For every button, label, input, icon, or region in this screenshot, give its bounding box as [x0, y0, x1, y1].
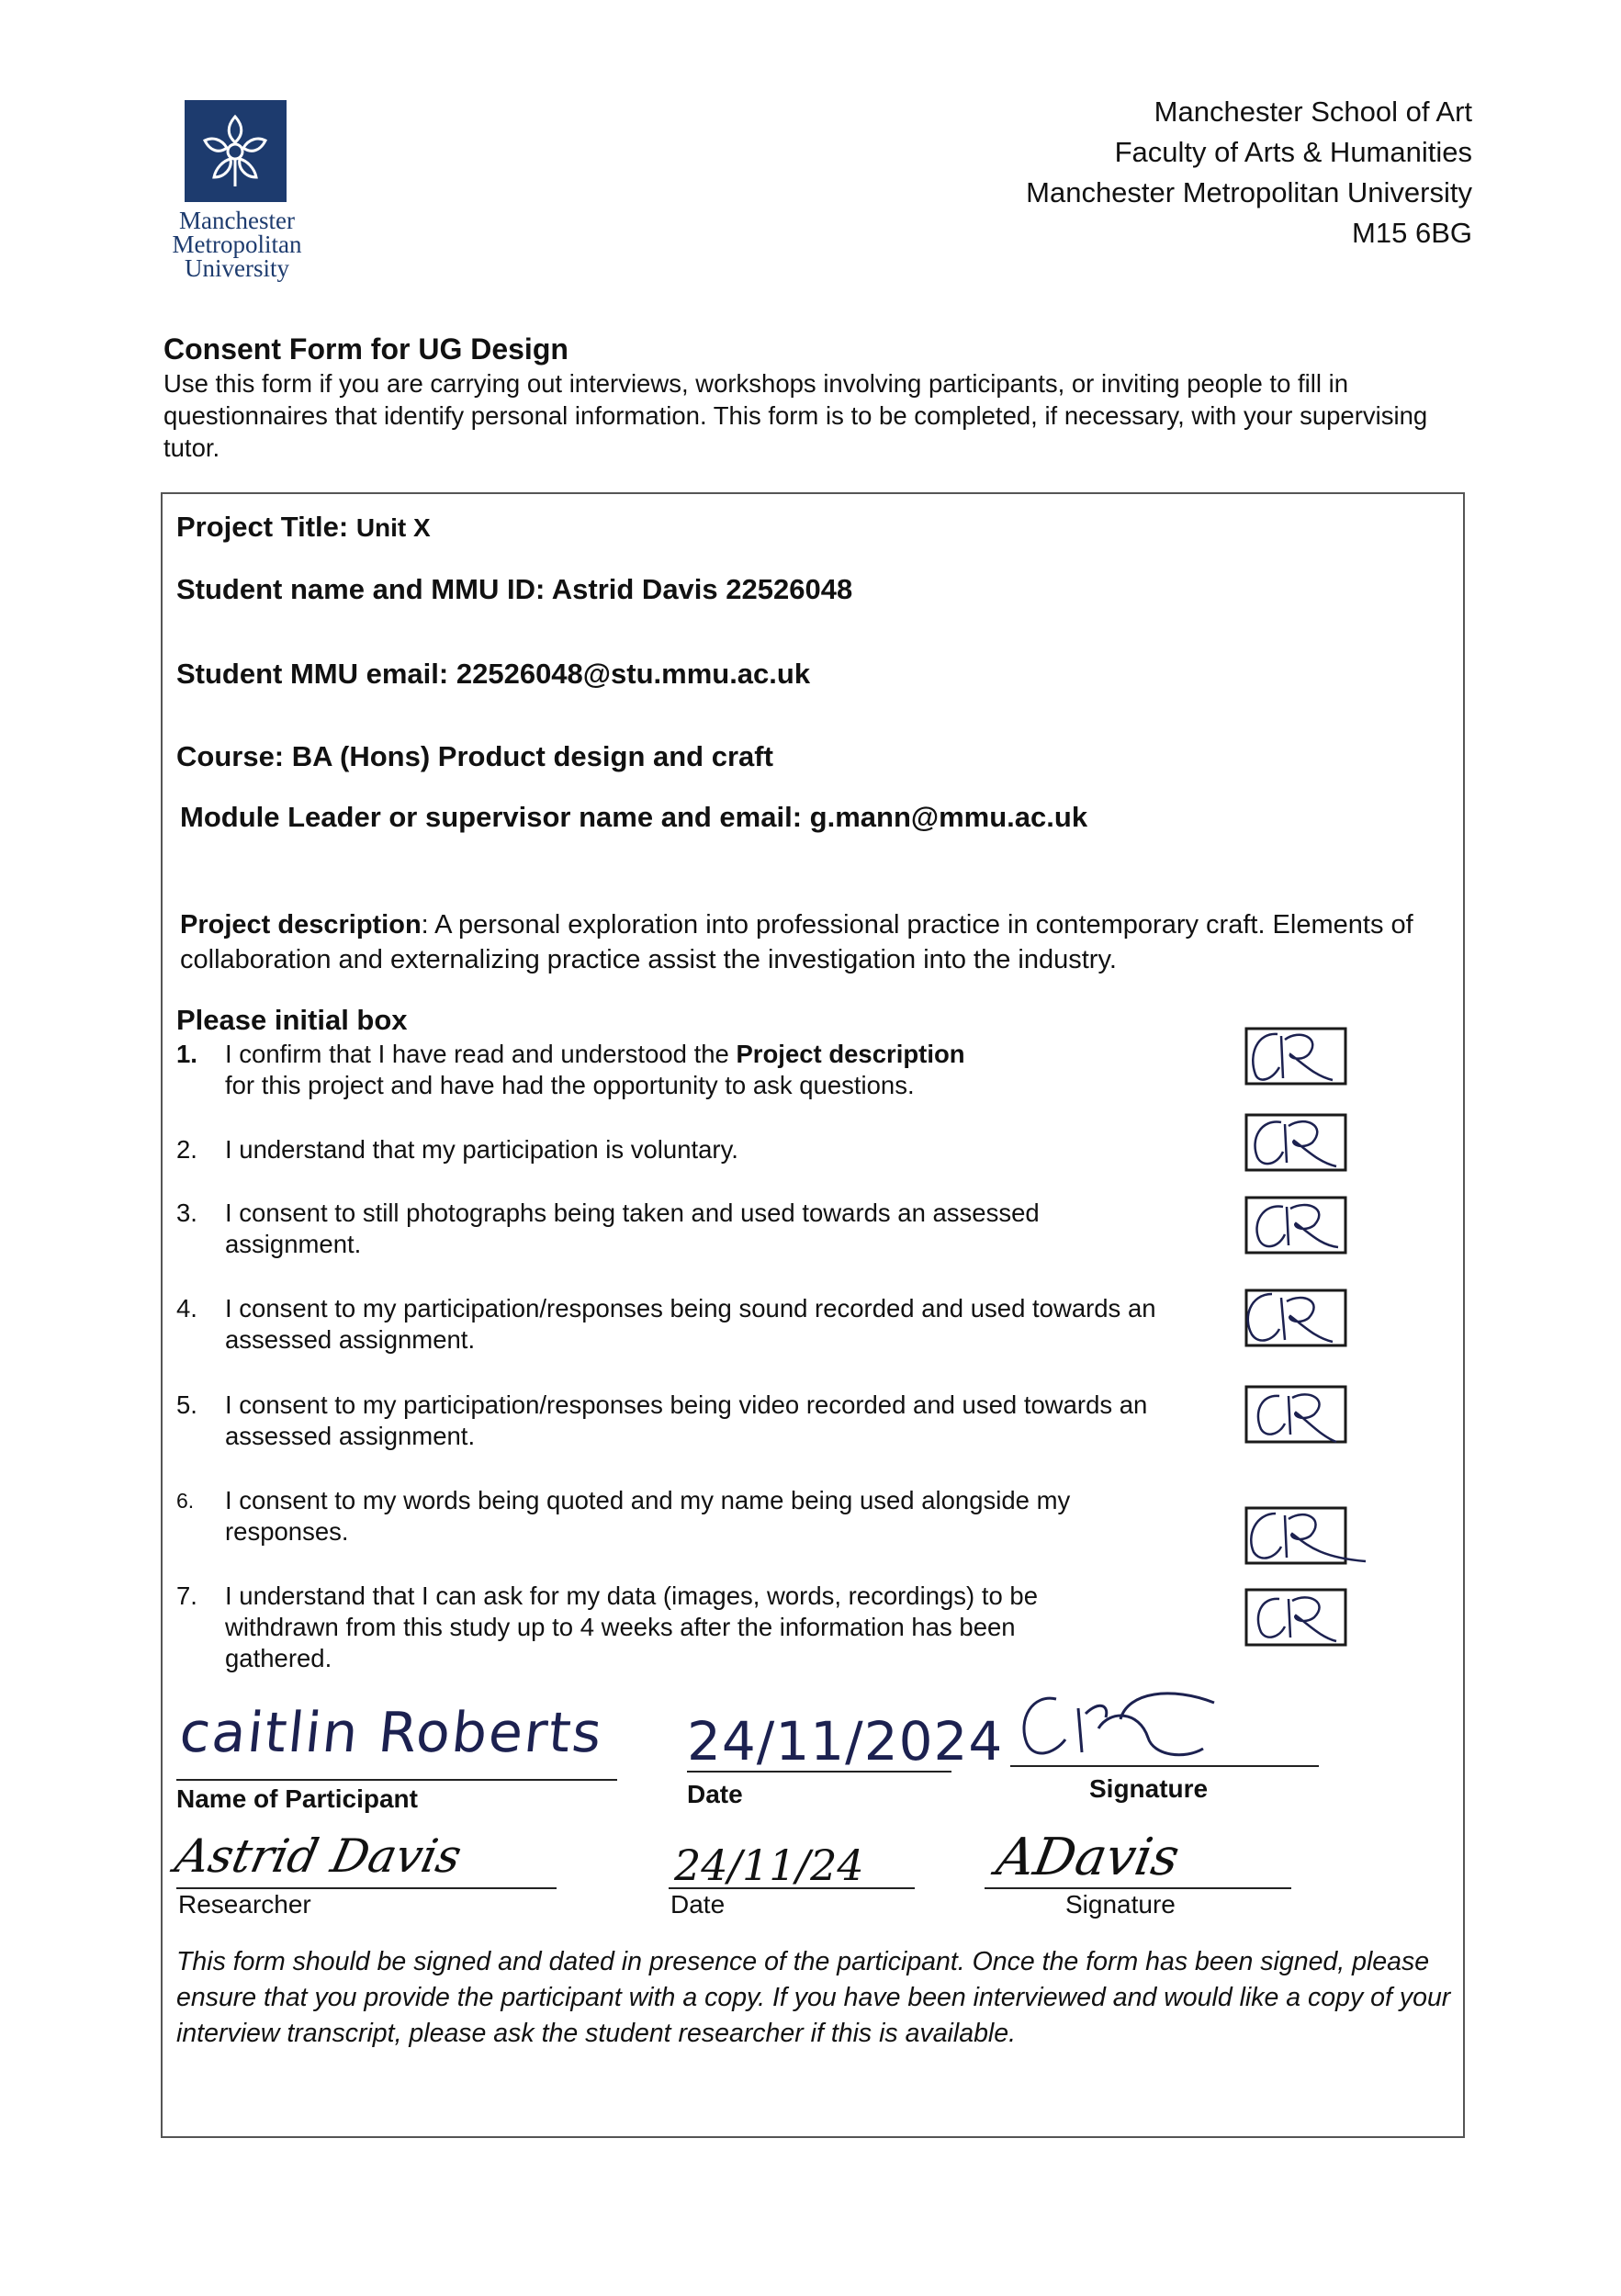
initial-box-5[interactable]: [1244, 1385, 1347, 1444]
email-value: 22526048@stu.mmu.ac.uk: [456, 658, 811, 690]
consent-item-text: I understand that I can ask for my data (images, words, recordings) to be withdrawn from this study up to 4 weeks after the information has been gathered.: [225, 1581, 1039, 1672]
participant-name-line: [176, 1779, 617, 1781]
handwritten-initials-icon: [1244, 1385, 1347, 1444]
consent-item-text: I consent to my words being quoted and my name being used alongside my responses.: [225, 1486, 1071, 1546]
course-value: BA (Hons) Product design and craft: [291, 740, 773, 772]
project-description-label: Project description: [180, 910, 422, 940]
email-label: Student MMU email:: [176, 658, 449, 690]
student-value: Astrid Davis 22526048: [551, 573, 853, 605]
initial-box-1[interactable]: [1244, 1027, 1347, 1086]
researcher-date-handwritten: 24/11/24: [674, 1840, 864, 1890]
project-description: [180, 907, 1457, 977]
email-field: [176, 658, 810, 691]
consent-item-number: 4.: [176, 1294, 197, 1322]
form-title: Consent Form for UG Design: [163, 332, 568, 366]
address-line-1: Manchester School of Art: [1154, 96, 1472, 128]
initial-box-2[interactable]: [1244, 1113, 1347, 1172]
consent-item-number: 6.: [176, 1489, 195, 1513]
logo-line-1: Manchester: [179, 207, 295, 234]
participant-signature-label: Signature: [1089, 1774, 1209, 1803]
consent-item-bold: Project description: [736, 1040, 965, 1068]
researcher-name-line: [176, 1887, 557, 1889]
consent-item-text: I confirm that I have read and understood the: [225, 1040, 737, 1068]
consent-item-number: 2.: [176, 1135, 197, 1164]
course-label: Course:: [176, 740, 285, 772]
researcher-signature-line: [985, 1887, 1291, 1889]
address-line-4: M15 6BG: [1352, 217, 1472, 249]
consent-item-text-2: for this project and have had the opportunity to ask questions.: [225, 1071, 915, 1099]
form-intro: Use this form if you are carrying out interviews, workshops involving participants, or inviting people to fill in questionnaires that identify personal information. This form is to be completed, if necessary, with your supervising tutor.: [163, 369, 1428, 462]
handwritten-initials-icon: [1244, 1506, 1347, 1565]
rose-icon: [185, 100, 287, 202]
participant-date-handwritten: 24/11/2024: [687, 1710, 1004, 1773]
consent-item-4: [176, 1293, 1214, 1356]
participant-date-label: Date: [687, 1780, 743, 1808]
consent-item-1: [176, 1039, 1223, 1101]
initial-box-heading: Please initial box: [176, 1004, 408, 1036]
project-title-field: [176, 511, 431, 544]
supervisor-label: Module Leader or supervisor name and email:: [180, 801, 803, 833]
handwritten-initials-icon: [1244, 1027, 1347, 1086]
consent-item-text: I consent to my participation/responses being sound recorded and used towards an assessed assignment.: [225, 1294, 1156, 1354]
logo-line-2: Metropolitan: [172, 231, 302, 258]
consent-item-6: [176, 1485, 1150, 1548]
footer-note: This form should be signed and dated in presence of the participant. Once the form has been signed, please ensure that you provide the participant with a copy. If you have been interviewed and would like a copy of your interview transcript, please ask the student researcher if this is available.: [176, 1947, 1451, 2048]
consent-item-3: [176, 1198, 1150, 1260]
initial-box-6[interactable]: [1244, 1506, 1347, 1565]
initial-box-7[interactable]: [1244, 1588, 1347, 1647]
consent-item-7: [176, 1581, 1113, 1674]
participant-name-handwritten: caitlin Roberts: [176, 1701, 607, 1765]
consent-item-number: 5.: [176, 1390, 197, 1419]
address-line-2: Faculty of Arts & Humanities: [1114, 136, 1472, 168]
researcher-name-handwritten: Astrid Davis: [170, 1829, 467, 1883]
consent-item-number: 3.: [176, 1199, 197, 1227]
initial-box-3[interactable]: [1244, 1196, 1347, 1255]
logo-line-3: University: [185, 254, 289, 282]
researcher-label: Researcher: [178, 1890, 311, 1919]
address-line-3: Manchester Metropolitan University: [1026, 176, 1472, 208]
initial-box-4[interactable]: [1244, 1289, 1347, 1347]
consent-item-2: [176, 1134, 1223, 1165]
consent-item-number: 7.: [176, 1581, 197, 1610]
project-title-value: Unit X: [355, 513, 431, 542]
consent-item-text: I understand that my participation is voluntary.: [225, 1135, 738, 1164]
consent-item-5: [176, 1390, 1205, 1452]
consent-item-text: I consent to still photographs being taken and used towards an assessed assignment.: [225, 1199, 1040, 1258]
school-address: [1026, 92, 1472, 253]
participant-name-label: Name of Participant: [176, 1784, 418, 1813]
student-field: [176, 573, 852, 606]
course-field: [176, 740, 773, 773]
participant-date-line: [687, 1771, 951, 1773]
participant-signature-icon: [1010, 1683, 1240, 1774]
handwritten-initials-icon: [1244, 1289, 1347, 1347]
handwritten-initials-icon: [1244, 1588, 1347, 1647]
participant-signature-line: [1010, 1765, 1319, 1767]
handwritten-initials-icon: [1244, 1113, 1347, 1172]
researcher-date-label: Date: [670, 1890, 726, 1919]
handwritten-initials-icon: [1244, 1196, 1347, 1255]
supervisor-field: [180, 801, 1087, 834]
consent-item-number: 1.: [176, 1040, 197, 1068]
supervisor-value: g.mann@mmu.ac.uk: [809, 801, 1088, 833]
student-label: Student name and MMU ID:: [176, 573, 546, 605]
researcher-signature-label: Signature: [1065, 1890, 1176, 1919]
consent-item-text: I consent to my participation/responses being video recorded and used towards an assessed assignment.: [225, 1390, 1148, 1450]
researcher-signature-handwritten: ADavis: [992, 1828, 1184, 1887]
project-description-text: : A personal exploration into professional practice in contemporary craft. Elements of collaboration and externalizing practice assist the investigation into the industry.: [180, 910, 1413, 974]
project-title-label: Project Title:: [176, 511, 349, 543]
researcher-date-line: [669, 1887, 915, 1889]
